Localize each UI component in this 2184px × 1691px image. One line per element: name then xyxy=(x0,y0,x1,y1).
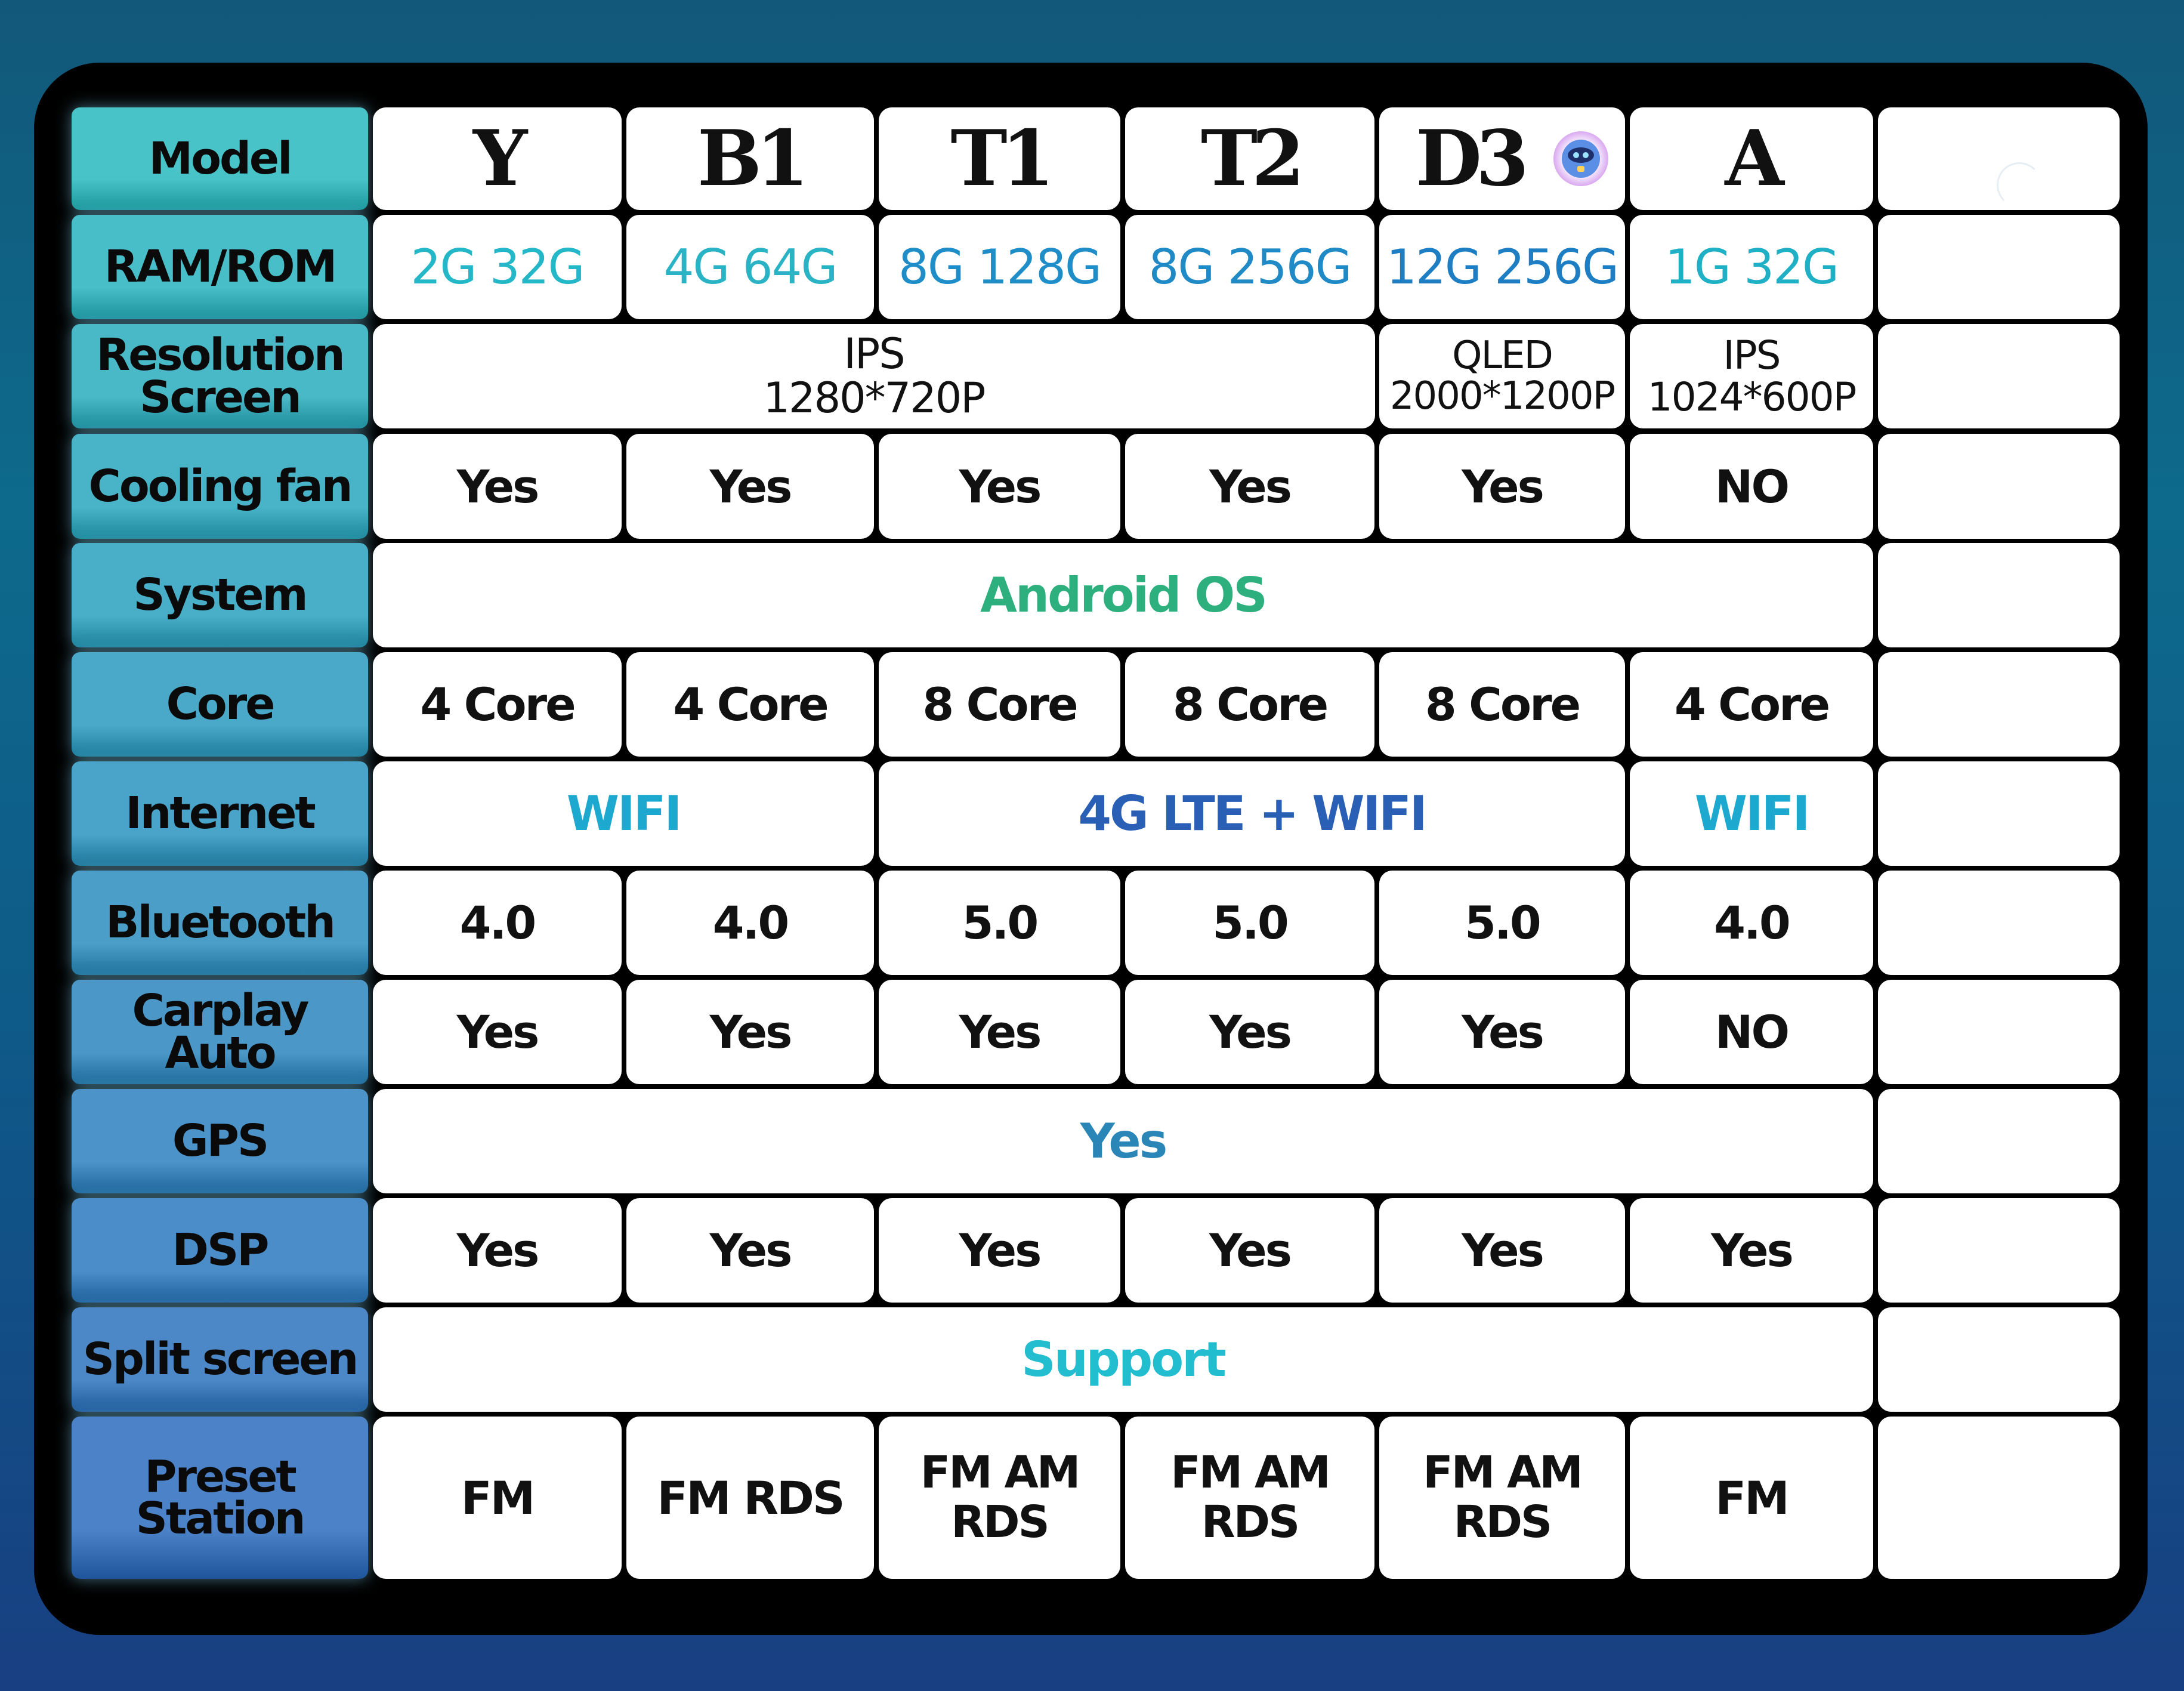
carplay-y: Yes xyxy=(373,980,622,1084)
row-label-internet: Internet xyxy=(72,761,368,866)
row-label-dsp: DSP xyxy=(72,1198,368,1303)
bluetooth-b1: 4.0 xyxy=(626,871,874,975)
cooling-a: NO xyxy=(1630,434,1873,539)
bluetooth-d3: 5.0 xyxy=(1379,871,1625,975)
preset-t2 xyxy=(1125,1417,1374,1579)
core-extra xyxy=(1878,652,2120,757)
carplay-b1: Yes xyxy=(626,980,874,1084)
core-d3: 8 Core xyxy=(1379,652,1625,757)
row-label-gps: GPS xyxy=(72,1089,368,1193)
bluetooth-y: 4.0 xyxy=(373,871,622,975)
core-a: 4 Core xyxy=(1630,652,1873,757)
model-t1: T1 xyxy=(879,107,1120,210)
resolution-qled xyxy=(1379,324,1625,428)
dsp-t2: Yes xyxy=(1125,1198,1374,1303)
model-b1: B1 xyxy=(626,107,874,210)
system-extra xyxy=(1878,543,2120,647)
resolution-ips-panel: IPS xyxy=(844,329,904,378)
preset-t2-line1: FM AM xyxy=(1170,1447,1329,1499)
resolution-label-line1: Resolution xyxy=(96,329,344,381)
preset-y: FM xyxy=(373,1417,622,1579)
resolution-a-value: 1024*600P xyxy=(1647,374,1856,420)
preset-d3-line2: RDS xyxy=(1453,1496,1551,1548)
ram-y: 2G 32G xyxy=(373,215,622,319)
gps-value: Yes xyxy=(373,1089,1873,1193)
bluetooth-t1: 5.0 xyxy=(879,871,1120,975)
resolution-a xyxy=(1630,324,1873,428)
ram-d3: 12G 256G xyxy=(1379,215,1625,319)
preset-t1-line2: RDS xyxy=(951,1496,1048,1548)
dsp-y: Yes xyxy=(373,1198,622,1303)
row-label-preset: Preset Station xyxy=(72,1417,368,1579)
bluetooth-t2: 5.0 xyxy=(1125,871,1374,975)
carplay-t2: Yes xyxy=(1125,980,1374,1084)
row-label-ram: RAM/ROM xyxy=(72,215,368,319)
ram-t1: 8G 128G xyxy=(879,215,1120,319)
model-y: Y xyxy=(373,107,622,210)
ram-extra xyxy=(1878,215,2120,319)
preset-b1: FM RDS xyxy=(626,1417,874,1579)
carplay-t1: Yes xyxy=(879,980,1120,1084)
bluetooth-extra xyxy=(1878,871,2120,975)
cooling-t1: Yes xyxy=(879,434,1120,539)
resolution-ips-value: 1280*720P xyxy=(763,373,985,422)
ram-a: 1G 32G xyxy=(1630,215,1873,319)
core-t2: 8 Core xyxy=(1125,652,1374,757)
carplay-a: NO xyxy=(1630,980,1873,1084)
cooling-d3: Yes xyxy=(1379,434,1625,539)
preset-t1-line1: FM AM xyxy=(920,1447,1079,1499)
bluetooth-a: 4.0 xyxy=(1630,871,1873,975)
ring-icon xyxy=(1997,162,2042,208)
internet-wifi-a: WIFI xyxy=(1630,761,1873,866)
model-a: A xyxy=(1630,107,1873,210)
model-t2: T2 xyxy=(1125,107,1374,210)
core-b1: 4 Core xyxy=(626,652,874,757)
cooling-t2: Yes xyxy=(1125,434,1374,539)
resolution-qled-panel: QLED xyxy=(1452,334,1552,378)
dsp-a: Yes xyxy=(1630,1198,1873,1303)
resolution-ips-wide xyxy=(373,324,1375,428)
dsp-t1: Yes xyxy=(879,1198,1120,1303)
cooling-b1: Yes xyxy=(626,434,874,539)
internet-lte-t1-d3: 4G LTE + WIFI xyxy=(879,761,1625,866)
row-label-bluetooth: Bluetooth xyxy=(72,871,368,975)
resolution-extra xyxy=(1878,324,2120,428)
preset-d3-line1: FM AM xyxy=(1423,1447,1581,1499)
dsp-b1: Yes xyxy=(626,1198,874,1303)
resolution-qled-value: 2000*1200P xyxy=(1389,374,1615,418)
cooling-extra xyxy=(1878,434,2120,539)
resolution-a-panel: IPS xyxy=(1723,332,1780,379)
resolution-label-line2: Screen xyxy=(140,371,300,423)
model-d3-cell xyxy=(1379,107,1625,210)
preset-t2-line2: RDS xyxy=(1201,1496,1299,1548)
row-label-resolution xyxy=(72,324,368,428)
dsp-extra xyxy=(1878,1198,2120,1303)
row-label-system: System xyxy=(72,543,368,647)
gps-extra xyxy=(1878,1089,2120,1193)
carplay-extra xyxy=(1878,980,2120,1084)
core-y: 4 Core xyxy=(373,652,622,757)
preset-t1 xyxy=(879,1417,1120,1579)
split-value: Support xyxy=(373,1307,1873,1412)
robot-icon xyxy=(1551,129,1611,189)
row-label-model: Model xyxy=(72,107,368,210)
split-extra xyxy=(1878,1307,2120,1412)
carplay-d3: Yes xyxy=(1379,980,1625,1084)
internet-extra xyxy=(1878,761,2120,866)
row-label-split: Split screen xyxy=(72,1307,368,1412)
ram-b1: 4G 64G xyxy=(626,215,874,319)
cooling-y: Yes xyxy=(373,434,622,539)
ram-t2: 8G 256G xyxy=(1125,215,1374,319)
internet-wifi-y-b1: WIFI xyxy=(373,761,874,866)
preset-extra xyxy=(1878,1417,2120,1579)
dsp-d3: Yes xyxy=(1379,1198,1625,1303)
model-d3: D3 xyxy=(1415,114,1524,203)
row-label-cooling: Cooling fan xyxy=(72,434,368,539)
row-label-core: Core xyxy=(72,652,368,757)
core-t1: 8 Core xyxy=(879,652,1120,757)
preset-d3 xyxy=(1379,1417,1625,1579)
preset-a: FM xyxy=(1630,1417,1873,1579)
model-extra xyxy=(1878,107,2120,210)
system-value: Android OS xyxy=(373,543,1873,647)
row-label-carplay: Carplay Auto xyxy=(72,980,368,1084)
